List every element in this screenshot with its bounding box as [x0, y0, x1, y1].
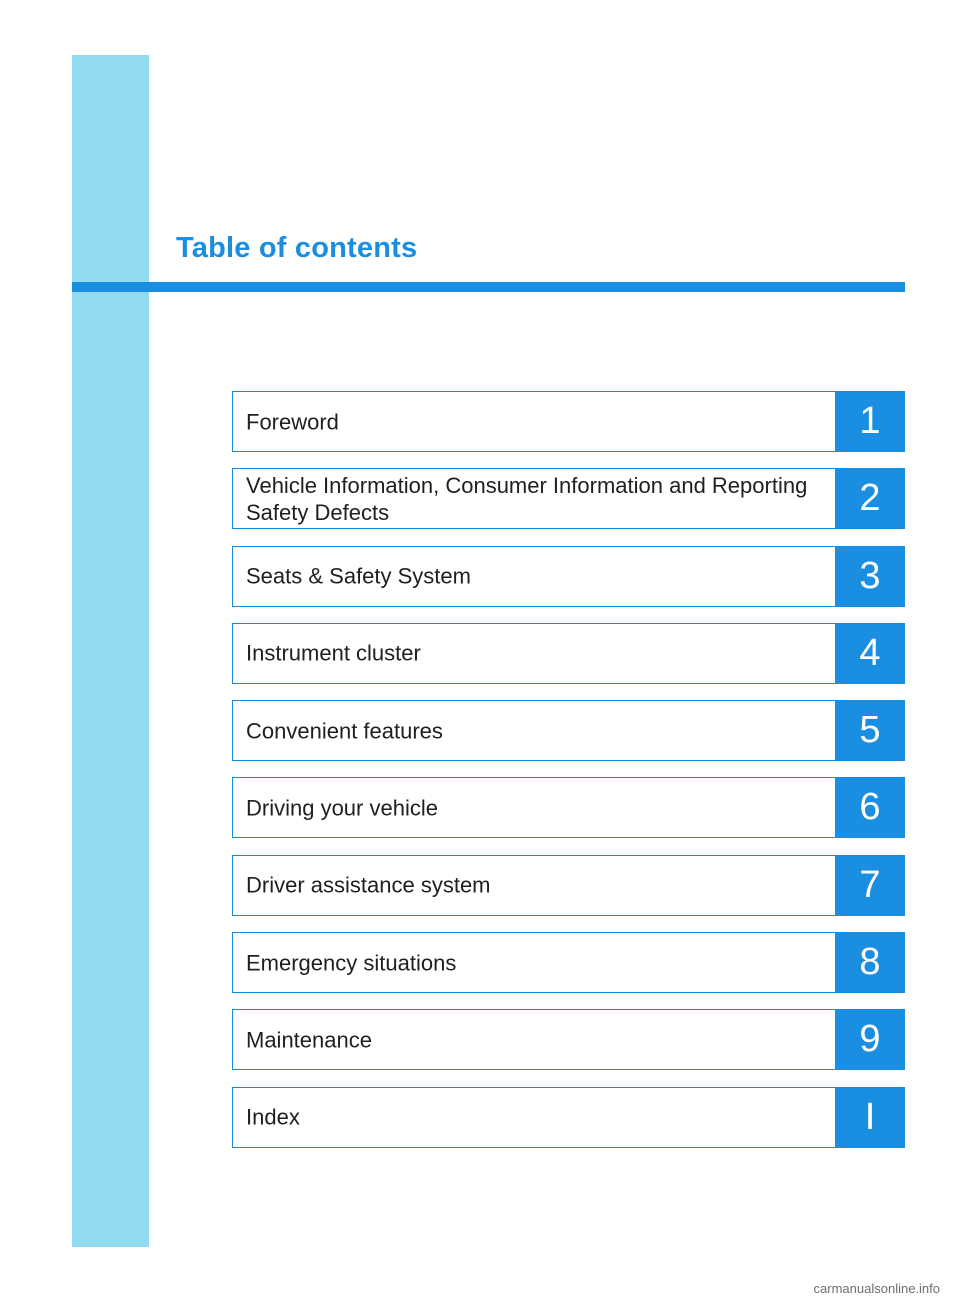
toc-item-number: 3 [835, 546, 905, 607]
toc-item-vehicle-information[interactable] [232, 468, 905, 529]
toc-item-number: 7 [835, 855, 905, 916]
toc-item-maintenance[interactable] [232, 1009, 905, 1070]
toc-item-label: Seats & Safety System [246, 563, 471, 589]
toc-item-index[interactable] [232, 1087, 905, 1148]
toc-item-label: Driver assistance system [246, 872, 491, 898]
toc-item-label: Maintenance [246, 1027, 372, 1053]
toc-item-number: 8 [835, 932, 905, 993]
title-rule [72, 282, 905, 292]
page-title: Table of contents [176, 232, 418, 264]
toc-item-label: Emergency situations [246, 950, 457, 976]
toc-item-label: Foreword [246, 409, 339, 434]
toc-item-driver-assistance[interactable] [232, 855, 905, 916]
toc-item-label: Vehicle Information, Consumer Information and Reporting Safety Defects [246, 472, 808, 525]
toc-item-number: 1 [835, 391, 905, 452]
side-band [72, 55, 149, 1247]
toc-item-foreword[interactable] [232, 391, 905, 452]
toc-item-number: I [835, 1087, 905, 1148]
toc-item-number: 4 [835, 623, 905, 684]
toc-item-emergency-situations[interactable] [232, 932, 905, 993]
toc-item-convenient-features[interactable] [232, 700, 905, 761]
toc-item-driving-your-vehicle[interactable] [232, 777, 905, 838]
toc-item-instrument-cluster[interactable] [232, 623, 905, 684]
toc-list [232, 391, 905, 1164]
toc-item-number: 6 [835, 777, 905, 838]
toc-item-label: Driving your vehicle [246, 795, 438, 821]
toc-item-label: Instrument cluster [246, 640, 421, 666]
toc-item-number: 5 [835, 700, 905, 761]
toc-item-label: Convenient features [246, 718, 443, 744]
toc-item-seats-safety[interactable] [232, 546, 905, 607]
toc-item-number: 2 [835, 468, 905, 529]
toc-item-number: 9 [835, 1009, 905, 1070]
footer-watermark: carmanualsonline.info [813, 1281, 940, 1296]
toc-item-label: Index [246, 1104, 300, 1130]
